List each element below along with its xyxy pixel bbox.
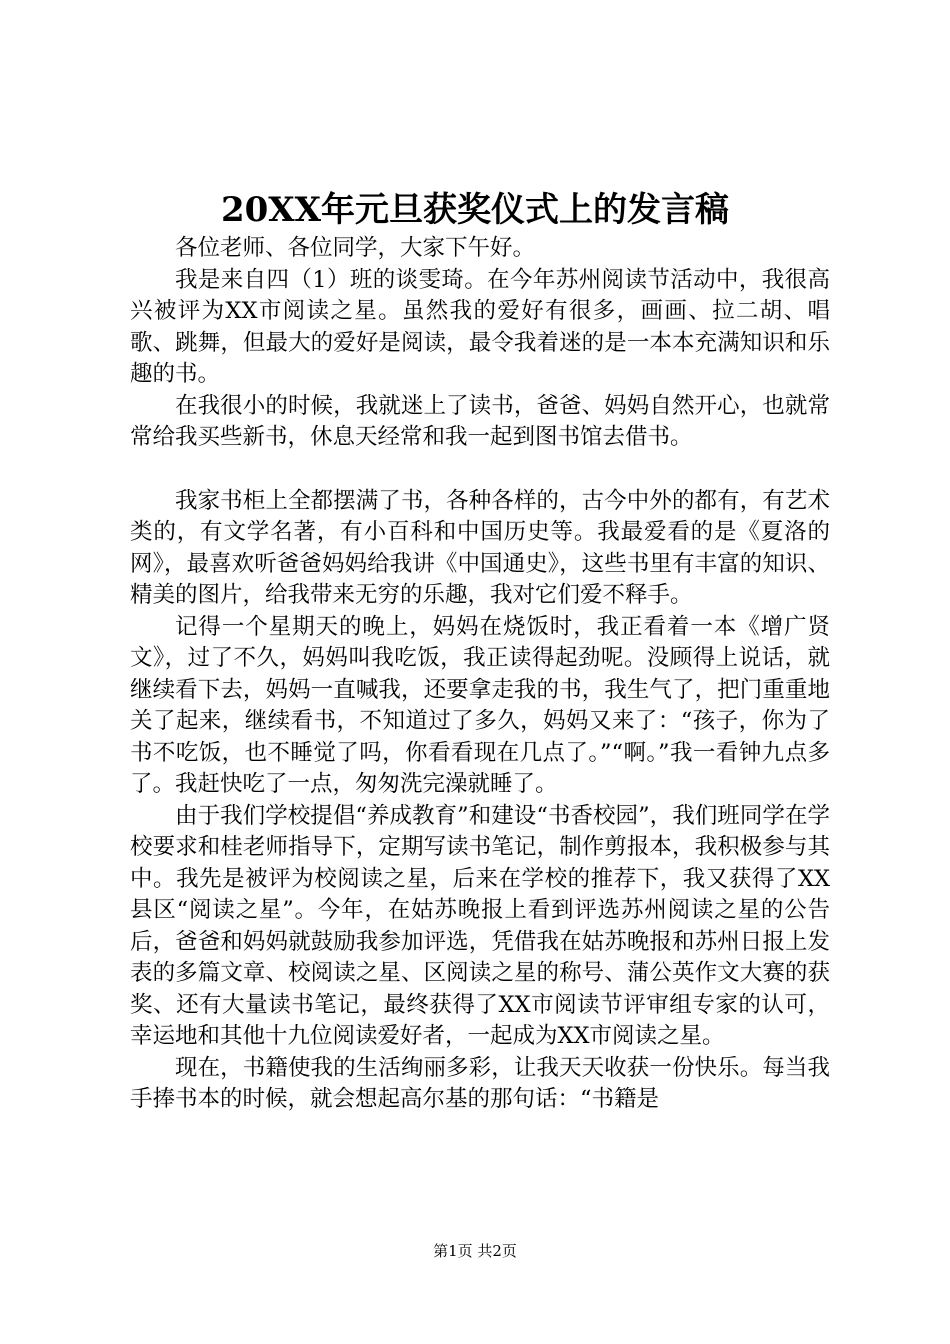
document-title: 20XX年元旦获奖仪式上的发言稿 xyxy=(220,190,730,230)
paragraph-sunday-story: 记得一个星期天的晚上，妈妈在烧饭时，我正看着一本《增广贤文》，过了不久，妈妈叫我吃饭，我正读得起劲呢。没顾得上说话，就继续看下去，妈妈一直喊我，还要拿走我的书，我生气了，把门重重地关了起来，继续看书，不知道过了多久，妈妈又来了：“孩子，你为了书不吃饭，也不睡觉了吗，你看看现在几点了。”“啊。”我一看钟九点多了。我赶快吃了一点，匆匆洗完澡就睡了。 xyxy=(130,613,830,797)
paragraph-school: 由于我们学校提倡“养成教育”和建设“书香校园”，我们班同学在学校要求和桂老师指导下，定期写读书笔记，制作剪报本，我积极参与其中。我先是被评为校阅读之星，后来在学校的推荐下，我又获得了XX县区“阅读之星”。今年，在姑苏晚报上看到评选苏州阅读之星的公告后，爸爸和妈妈就鼓励我参加评选，凭借我在姑苏晚报和苏州日报上发表的多篇文章、校阅读之星、区阅读之星的称号、蒲公英作文大赛的获奖、还有大量读书笔记，最终获得了XX市阅读节评审组专家的认可，幸运地和其他十九位阅读爱好者，一起成为XX市阅读之星。 xyxy=(130,802,830,1049)
paragraph-childhood: 在我很小的时候，我就迷上了读书，爸爸、妈妈自然开心，也就常常给我买些新书，休息天经常和我一起到图书馆去借书。 xyxy=(130,392,830,450)
document-body xyxy=(130,233,830,1116)
paragraph-introduction: 我是来自四（1）班的谈雯琦。在今年苏州阅读节活动中，我很高兴被评为XX市阅读之星。虽然我的爱好有很多，画画、拉二胡、唱歌、跳舞，但最大的爱好是阅读，最令我着迷的是一本本充满知识和乐趣的书。 xyxy=(130,266,830,387)
paragraph-greeting: 各位老师、各位同学，大家下午好。 xyxy=(175,235,536,261)
page-footer: 第1页 共2页 xyxy=(433,1242,517,1260)
paragraph-conclusion: 现在，书籍使我的生活绚丽多彩，让我天天收获一份快乐。每当我手捧书本的时候，就会想起高尔基的那句话：“书籍是 xyxy=(130,1054,830,1112)
paragraph-bookshelf: 我家书柜上全都摆满了书，各种各样的，古今中外的都有，有艺术类的，有文学名著，有小百科和中国历史等。我最爱看的是《夏洛的网》，最喜欢听爸爸妈妈给我讲《中国通史》，这些书里有丰富的知识、精美的图片，给我带来无穷的乐趣，我对它们爱不释手。 xyxy=(130,487,830,608)
paragraph-spacer xyxy=(130,454,830,486)
